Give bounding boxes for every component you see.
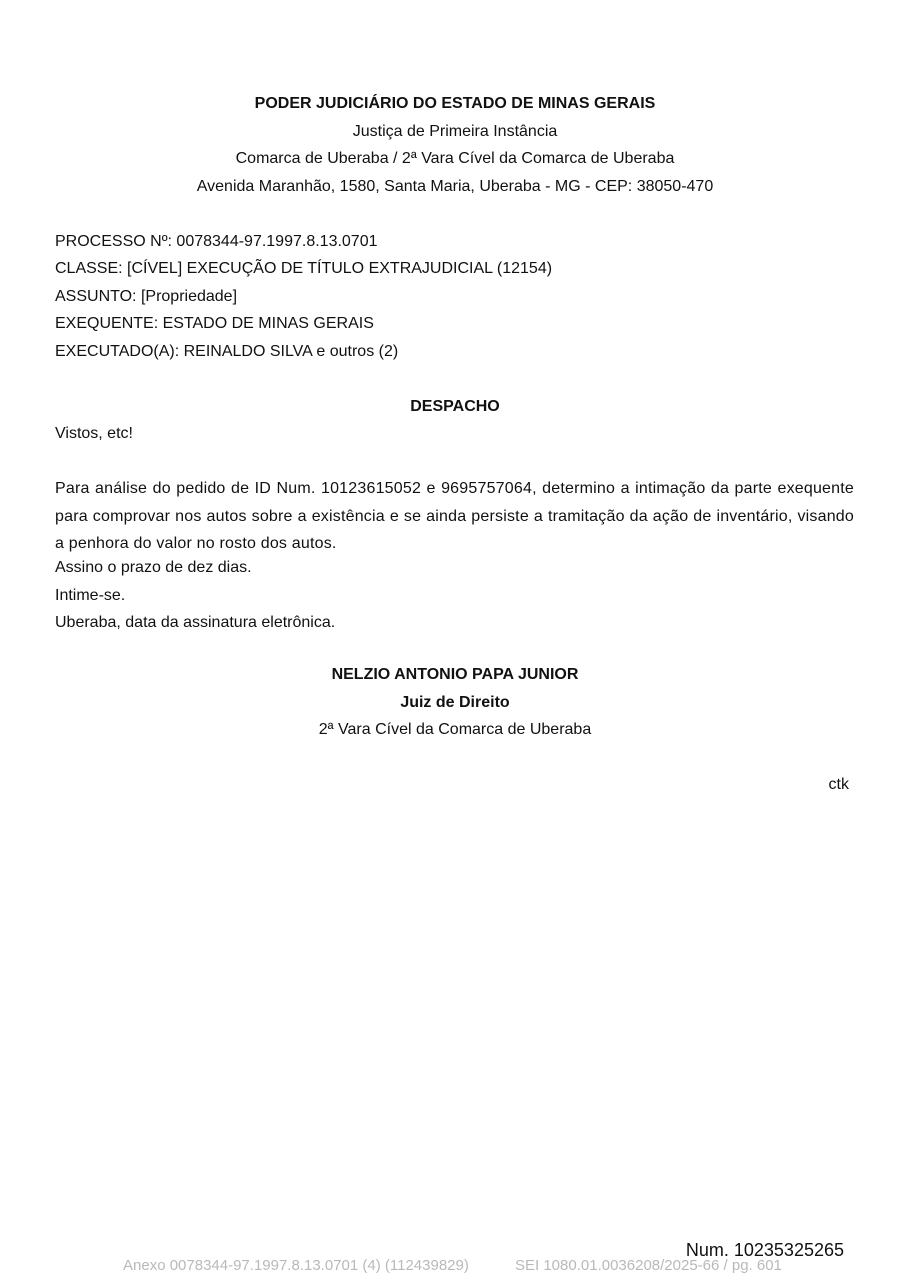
judge-court: 2ª Vara Cível da Comarca de Uberaba xyxy=(318,721,592,738)
document-title: DESPACHO xyxy=(410,398,500,415)
court-instance: Justiça de Primeira Instância xyxy=(352,123,558,140)
court-title: PODER JUDICIÁRIO DO ESTADO DE MINAS GERAIS xyxy=(254,95,656,112)
judge-name: NELZIO ANTONIO PAPA JUNIOR xyxy=(331,666,579,683)
deadline-line: Assino o prazo de dez dias. xyxy=(55,559,252,576)
case-plaintiff: EXEQUENTE: ESTADO DE MINAS GERAIS xyxy=(55,315,374,332)
sei-reference: SEI 1080.01.0036208/2025-66 / pg. 601 xyxy=(515,1257,782,1274)
court-district: Comarca de Uberaba / 2ª Vara Cível da Comarca de Uberaba xyxy=(235,150,675,167)
date-line: Uberaba, data da assinatura eletrônica. xyxy=(55,614,336,631)
greeting: Vistos, etc! xyxy=(55,425,133,442)
court-address: Avenida Maranhão, 1580, Santa Maria, Uberaba - MG - CEP: 38050-470 xyxy=(196,178,714,195)
typist-initials: ctk xyxy=(828,776,849,793)
document-number: Num. 10235325265 xyxy=(685,1240,844,1260)
judge-role: Juiz de Direito xyxy=(400,694,510,711)
case-defendant: EXECUTADO(A): REINALDO SILVA e outros (2) xyxy=(55,343,399,360)
notify-line: Intime-se. xyxy=(55,587,126,604)
case-class: CLASSE: [CÍVEL] EXECUÇÃO DE TÍTULO EXTRAJUDICIAL (12154) xyxy=(55,260,553,277)
case-number: PROCESSO Nº: 0078344-97.1997.8.13.0701 xyxy=(55,233,378,250)
order-paragraph: Para análise do pedido de ID Num. 10123615052 e 9695757064, determino a intimação da parte exequente para comprovar nos autos sobre a existência e se ainda persiste a tramitação da ação de inventário, visando a penhora do valor no rosto dos autos. xyxy=(55,480,854,552)
annex-reference: Anexo 0078344-97.1997.8.13.0701 (4) (112439829) xyxy=(123,1257,469,1274)
case-subject: ASSUNTO: [Propriedade] xyxy=(55,288,238,305)
